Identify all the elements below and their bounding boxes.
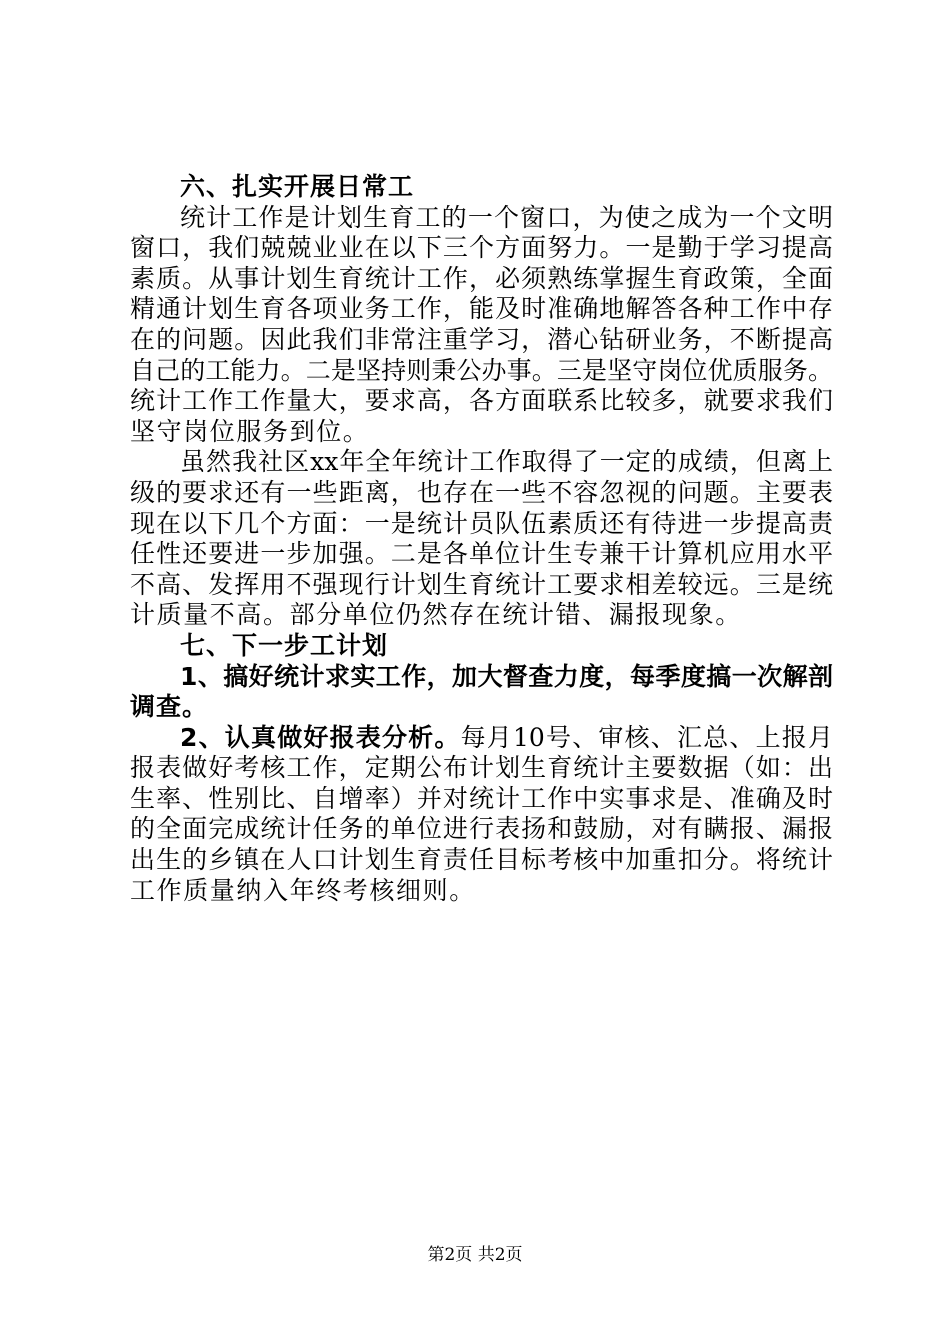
text-line: 不高、发挥用不强现行计划生育统计工要求相差较远。三是统 xyxy=(130,569,833,599)
text-line: 报表做好考核工作，定期公布计划生育统计主要数据（如：出 xyxy=(130,753,833,783)
text-line: 在的问题。因此我们非常注重学习，潜心钻研业务，不断提高 xyxy=(130,324,833,354)
plan-item-2 xyxy=(130,723,833,907)
text-line: 级的要求还有一些距离，也存在一些不容忽视的问题。主要表 xyxy=(130,477,833,507)
text-line: 统计工作工作量大，要求高，各方面联系比较多，就要求我们 xyxy=(130,386,833,416)
section-heading-6: 六、扎实开展日常工 xyxy=(180,172,415,201)
plan-item-2-rest: 每月10号、审核、汇总、上报月 xyxy=(460,722,833,752)
text-line: 的全面完成统计任务的单位进行表扬和鼓励，对有瞒报、漏报 xyxy=(130,814,833,844)
text-line: 自己的工能力。二是坚持则秉公办事。三是坚守岗位优质服务。 xyxy=(130,355,833,385)
section-heading-7: 七、下一步工计划 xyxy=(180,630,389,660)
page-number-footer: 第2页 共2页 xyxy=(427,1245,523,1265)
text-line: 虽然我社区xx年全年统计工作取得了一定的成绩，但离上 xyxy=(180,447,833,477)
text-line: 现在以下几个方面：一是统计员队伍素质还有待进一步提高责 xyxy=(130,508,833,538)
text-line: 生率、性别比、自增率）并对统计工作中实事求是、准确及时 xyxy=(130,783,833,813)
plan-item-2-lead: 2、认真做好报表分析。 xyxy=(180,722,461,752)
document-body xyxy=(130,172,833,906)
text-line: 窗口，我们兢兢业业在以下三个方面努力。一是勤于学习提高 xyxy=(130,233,833,263)
text-line: 出生的乡镇在人口计划生育责任目标考核中加重扣分。将统计 xyxy=(130,845,833,875)
paragraph-problems xyxy=(130,447,833,631)
text-line: 坚守岗位服务到位。 xyxy=(130,416,370,446)
text-line: 1、搞好统计求实工作，加大督查力度，每季度搞一次解剖 xyxy=(180,661,833,691)
text-line: 统计工作是计划生育工的一个窗口，为使之成为一个文明 xyxy=(180,202,833,232)
text-line: 任性还要进一步加强。二是各单位计生专兼干计算机应用水平 xyxy=(130,539,833,569)
text-line: 调查。 xyxy=(130,692,209,722)
paragraph-work-window xyxy=(130,203,833,448)
plan-item-1 xyxy=(130,662,833,723)
text-line: 精通计划生育各项业务工作，能及时准确地解答各种工作中存 xyxy=(130,294,833,324)
text-line: 计质量不高。部分单位仍然存在统计错、漏报现象。 xyxy=(130,600,742,630)
text-line: 工作质量纳入年终考核细则。 xyxy=(130,875,476,905)
text-line: 素质。从事计划生育统计工作，必须熟练掌握生育政策，全面 xyxy=(130,263,833,293)
text-line xyxy=(130,723,833,754)
